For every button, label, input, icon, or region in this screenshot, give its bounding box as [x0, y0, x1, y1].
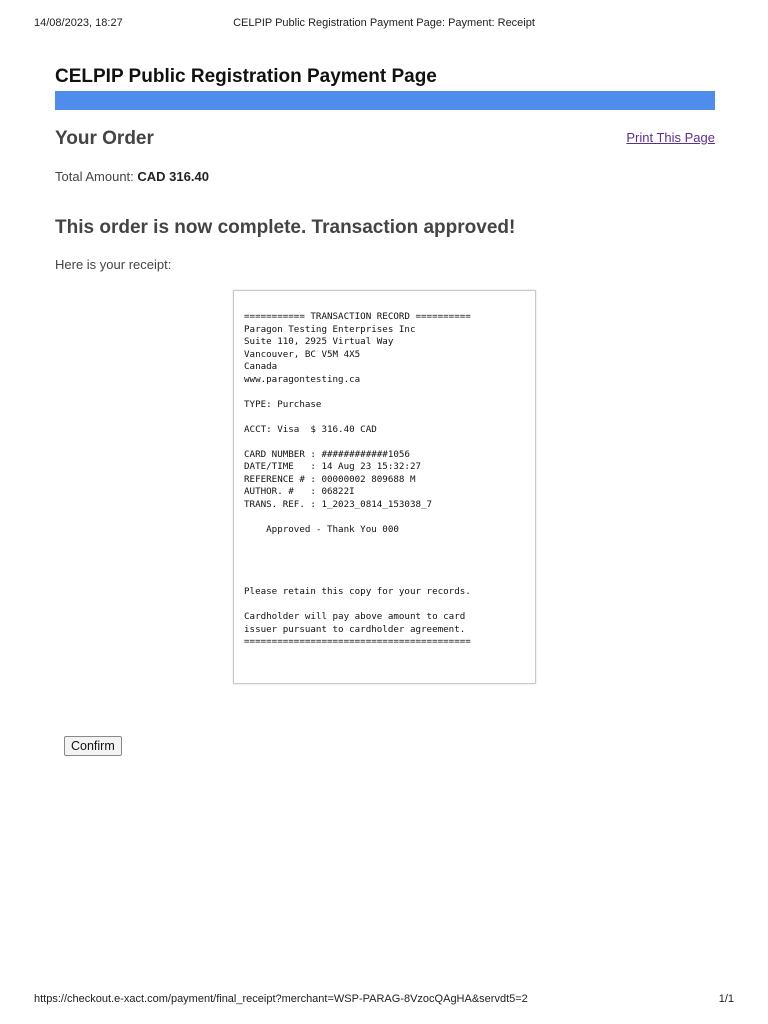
page-heading: CELPIP Public Registration Payment Page: [55, 66, 437, 87]
order-title: Your Order: [55, 128, 154, 149]
confirm-button[interactable]: Confirm: [64, 736, 122, 756]
receipt-intro: Here is your receipt:: [55, 257, 172, 272]
print-document-title: CELPIP Public Registration Payment Page: Payment: Receipt: [233, 17, 535, 29]
receipt-text: =========== TRANSACTION RECORD ========== Paragon Testing Enterprises Inc Suite 110, 2925 Virtual Way Vancouver, BC V5M 4X5 Canada www.paragontesting.ca TYPE: Purchase ACCT: Visa $ 316.40 CAD CARD NUMBER : ############1056 DATE/TIME : 14 Aug 23 15:32:27 REFERENCE # : 00000002 809688 M AUTHOR. # : 06822I TRANS. REF. : 1_2023_0814_153038_7 Approved - Thank You 000 Please retain this copy for your records. Cardholder will pay above amount to card issuer pursuant to cardholder agreement. =========================================: [244, 311, 471, 647]
print-header: [34, 17, 734, 33]
order-complete-message: This order is now complete. Transaction approved!: [55, 217, 516, 238]
print-datetime: 14/08/2023, 18:27: [34, 17, 123, 29]
total-amount-value: CAD 316.40: [137, 169, 209, 184]
header-bar: [55, 91, 715, 110]
print-url: https://checkout.e-xact.com/payment/final_receipt?merchant=WSP-PARAG-8VzocQAgHA&servdt5=2: [34, 993, 528, 1005]
receipt-box: [233, 290, 536, 684]
print-page-link[interactable]: Print This Page: [626, 130, 715, 145]
print-footer: [34, 993, 734, 1009]
print-page-count: 1/1: [718, 993, 734, 1005]
total-amount-line: [55, 169, 209, 184]
total-amount-label: Total Amount:: [55, 169, 134, 184]
